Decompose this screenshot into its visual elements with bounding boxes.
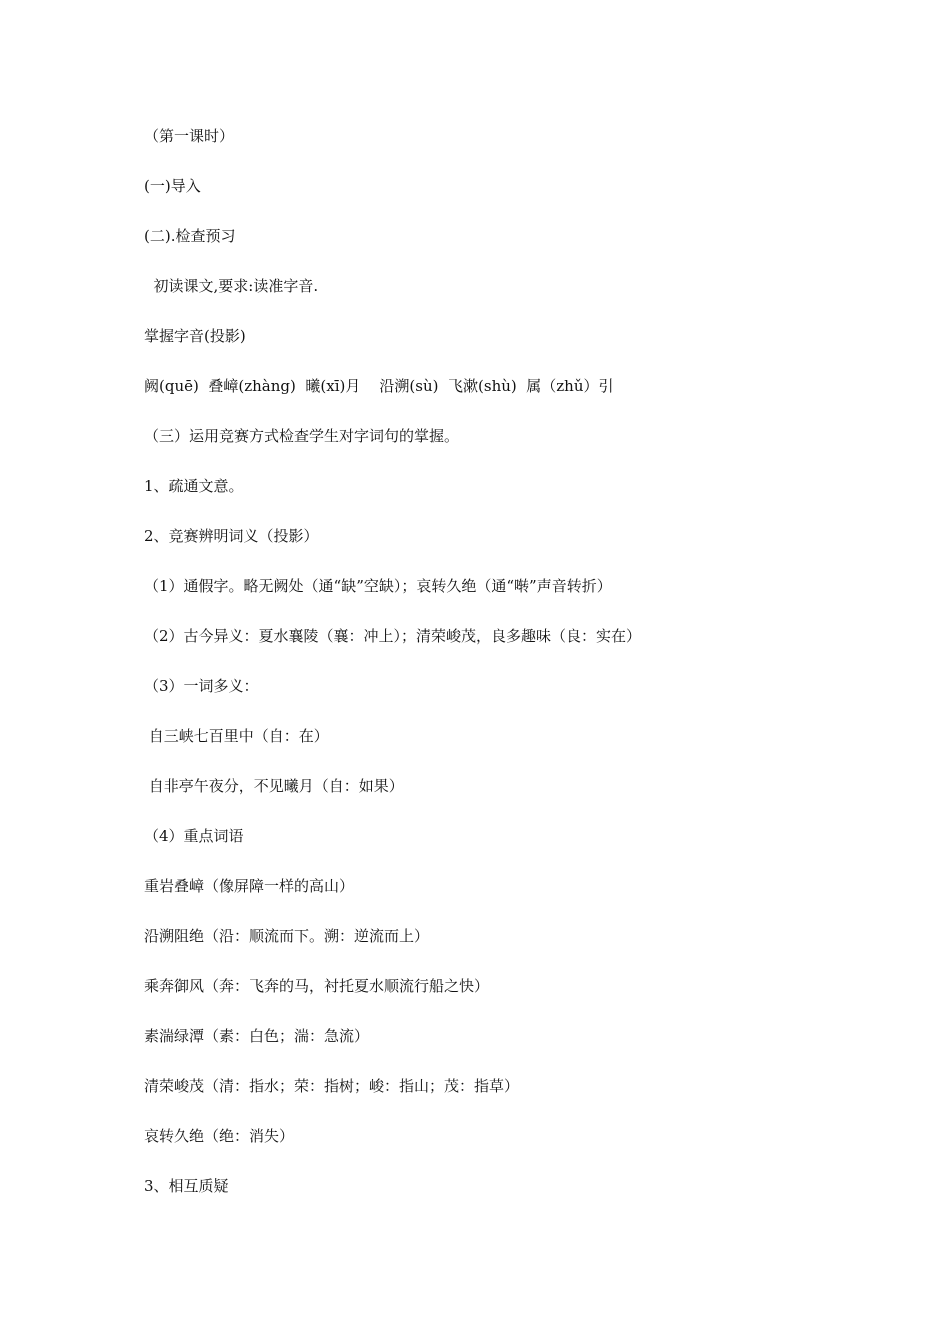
sub-item-ancient-modern-meaning: （2）古今异义：夏水襄陵（襄：冲上）；清荣峻茂，良多趣味（良：实在） — [144, 627, 642, 645]
key-word-entry: 沿溯阻绝（沿：顺流而下。溯：逆流而上） — [144, 927, 430, 945]
key-word-entry: 素湍绿潭（素：白色；湍：急流） — [144, 1027, 370, 1045]
sub-item-polysemy: （3）一词多义： — [144, 677, 259, 695]
section-competition: （三）运用竞赛方式检查学生对字词句的掌握。 — [144, 427, 460, 445]
section-introduction: (一)导入 — [144, 177, 201, 195]
pronunciation-heading: 掌握字音(投影) — [144, 327, 246, 345]
item-word-meaning: 2、竞赛辨明词义（投影） — [144, 527, 319, 545]
section-preview-check: (二).检查预习 — [144, 227, 236, 245]
item-mutual-questioning: 3、相互质疑 — [144, 1177, 229, 1195]
key-word-entry: 重岩叠嶂（像屏障一样的高山） — [144, 877, 355, 895]
lesson-period-heading: （第一课时） — [144, 127, 235, 145]
polysemy-example: 自三峡七百里中（自：在） — [144, 727, 329, 745]
sub-item-interchangeable-characters: （1）通假字。略无阙处（通“缺”空缺）；哀转久绝（通“啭”声音转折） — [144, 577, 612, 595]
key-word-entry: 哀转久绝（绝：消失） — [144, 1127, 295, 1145]
key-word-entry: 清荣峻茂（清：指水；荣：指树；峻：指山；茂：指草） — [144, 1077, 520, 1095]
key-word-entry: 乘奔御风（奔：飞奔的马，衬托夏水顺流行船之快） — [144, 977, 490, 995]
item-understand-text: 1、疏通文意。 — [144, 477, 244, 495]
sub-item-key-words: （4）重点词语 — [144, 827, 244, 845]
pronunciation-list: 阙(quē) 叠嶂(zhàng) 曦(xī)月 沿溯(sù) 飞漱(shù) 属（zhǔ）引 — [144, 377, 614, 395]
reading-requirement: 初读课文,要求:读准字音. — [144, 277, 319, 295]
polysemy-example: 自非亭午夜分，不见曦月（自：如果） — [144, 777, 404, 795]
